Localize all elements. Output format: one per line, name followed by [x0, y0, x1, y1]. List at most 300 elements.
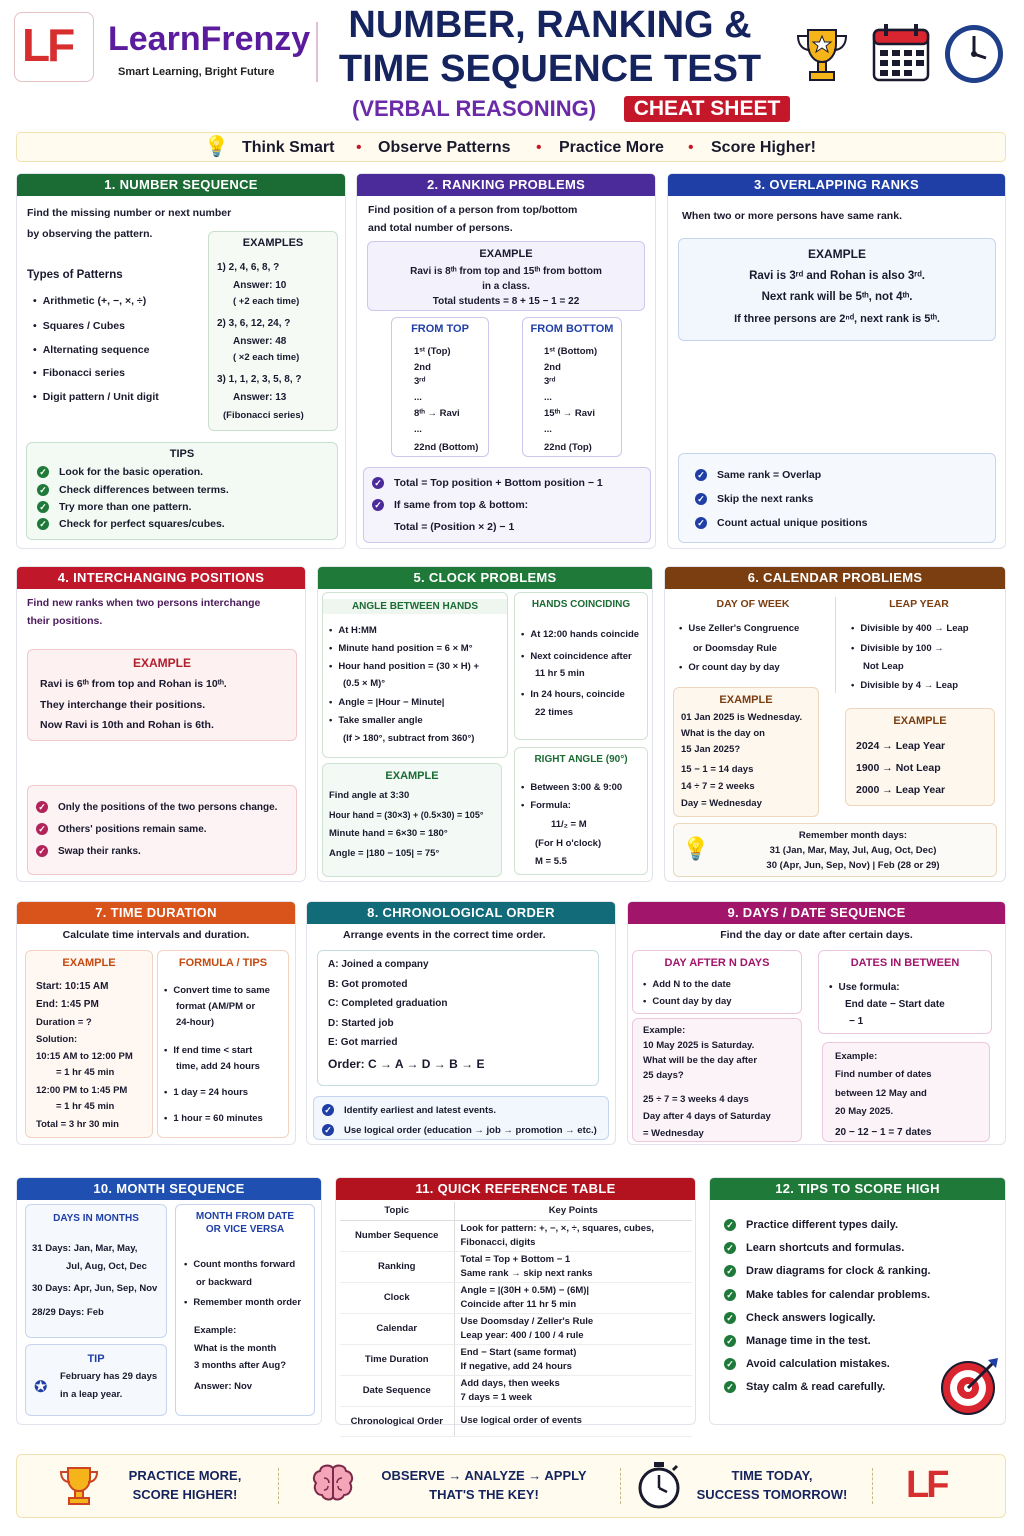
event-item: A: Joined a company — [328, 959, 429, 970]
list-item: • Angle = |Hour − Minute| — [329, 695, 444, 710]
list-item: or Doomsday Rule — [693, 643, 777, 654]
right-angle-box — [514, 747, 648, 875]
calendar-example-box — [673, 687, 819, 817]
month-from-date-box — [175, 1204, 315, 1416]
section-title: 9. DAYS / DATE SEQUENCE — [628, 902, 1005, 924]
intro-text: Calculate time intervals and duration. — [62, 929, 250, 941]
list-item: (For H o'clock) — [535, 838, 602, 849]
rank-item: 3ʳᵈ — [414, 376, 426, 387]
rank-item: ... — [544, 392, 552, 403]
event-item: C: Completed graduation — [328, 998, 448, 1009]
key-point: Fibonacci, digits — [460, 1236, 536, 1248]
tip-item — [724, 1380, 885, 1395]
tip-text: February has 29 days — [60, 1371, 158, 1382]
table-cell-points — [454, 1313, 692, 1344]
from-bottom-list — [522, 317, 622, 457]
example-line: What is the month — [194, 1343, 277, 1354]
check-icon: ✓ — [36, 801, 48, 813]
example-line: Ravi is 6ᵗʰ from top and Rohan is 10ᵗʰ. — [40, 678, 227, 690]
example-line: 10:15 AM to 12:00 PM — [36, 1051, 133, 1062]
key-point: Total = Top + Bottom − 1 — [460, 1253, 571, 1265]
box-title: DAY OF WEEK — [716, 598, 790, 610]
example-title: EXAMPLE — [479, 248, 533, 260]
check-icon: ✓ — [37, 501, 49, 513]
list-item: • Count months forward — [184, 1257, 295, 1272]
example-line: ( +2 each time) — [233, 296, 300, 307]
event-item: B: Got promoted — [328, 979, 408, 990]
section-title: 7. TIME DURATION — [17, 902, 295, 924]
example-line: 01 Jan 2025 is Wednesday. — [681, 712, 803, 723]
box-title: MONTH FROM DATE — [195, 1211, 295, 1222]
tips-box — [678, 453, 996, 543]
column-divider — [835, 597, 836, 693]
check-icon: ✓ — [37, 518, 49, 530]
clock-icon — [942, 22, 1006, 86]
list-item: • In 24 hours, coincide — [521, 687, 625, 702]
motto-dot: • — [688, 139, 694, 156]
intro-text: When two or more persons have same rank. — [682, 210, 902, 222]
example-line: 2000 → Leap Year — [856, 784, 946, 796]
intro-text: Find new ranks when two persons interchange — [27, 597, 261, 609]
example-line: 3 months after Aug? — [194, 1360, 287, 1371]
check-icon: ✓ — [695, 493, 707, 505]
list-item: 11 hr 5 min — [535, 668, 585, 679]
list-item: • Formula: — [521, 798, 571, 813]
example-line: Example: — [643, 1025, 686, 1036]
tip-text: Check differences between terms. — [59, 484, 229, 496]
footer-text-3a: TIME TODAY, — [731, 1468, 813, 1483]
section-calendar-problems — [664, 566, 1006, 882]
key-point: If negative, add 24 hours — [460, 1360, 572, 1372]
list-item: • Alternating sequence — [33, 343, 149, 358]
motto-4: Score Higher! — [711, 139, 816, 156]
tip-text: Try more than one pattern. — [59, 501, 192, 513]
tip-item — [37, 483, 229, 498]
examples-title: EXAMPLES — [242, 237, 304, 249]
box-title: ANGLE BETWEEN HANDS — [323, 599, 507, 614]
table-row — [340, 1313, 692, 1344]
rank-item: ... — [544, 424, 552, 435]
reference-table — [340, 1202, 692, 1437]
page-title-line1: NUMBER, RANKING & — [348, 4, 752, 46]
tip-item — [724, 1311, 875, 1326]
table-row — [340, 1375, 692, 1406]
list-item: • Count day by day — [643, 994, 732, 1009]
clock-example-box — [322, 763, 502, 877]
tip-text: Draw diagrams for clock & ranking. — [746, 1265, 931, 1278]
rank-item: 1ˢᵗ (Bottom) — [544, 346, 598, 357]
example-line: 14 ÷ 7 = 2 weeks — [681, 781, 755, 792]
brand-name: LearnFrenzy — [108, 20, 311, 58]
lightbulb-icon: 💡 — [682, 836, 710, 861]
list-item: • Digit pattern / Unit digit — [33, 390, 159, 405]
tip-text: Use logical order (education → job → promotion → etc.) — [344, 1125, 597, 1136]
intro-text: Find the missing number or next number — [27, 207, 232, 219]
section-title: 11. QUICK REFERENCE TABLE — [336, 1178, 695, 1200]
intro-text: their positions. — [27, 615, 103, 627]
section-title: 3. OVERLAPPING RANKS — [668, 174, 1005, 196]
day-after-box — [632, 950, 802, 1014]
example-line: 25 ÷ 7 = 3 weeks 4 days — [643, 1094, 749, 1105]
list-item: • Divisible by 4 → Leap — [851, 678, 958, 693]
list-item: • 1 day = 24 hours — [164, 1085, 248, 1100]
table-row — [340, 1220, 692, 1251]
footer-text-2a: OBSERVE → ANALYZE → APPLY — [381, 1468, 587, 1483]
tip-text: Stay calm & read carefully. — [746, 1381, 886, 1394]
list-item: • Add N to the date — [643, 977, 731, 992]
footer-divider — [278, 1468, 279, 1504]
table-row — [340, 1251, 692, 1282]
section-title: 10. MONTH SEQUENCE — [17, 1178, 321, 1200]
example-line: 20 May 2025. — [835, 1106, 894, 1117]
tip-text: in a leap year. — [60, 1389, 123, 1400]
example-box — [678, 238, 996, 341]
rank-item: ... — [414, 392, 422, 403]
footer-bar — [16, 1454, 1006, 1518]
check-icon: ✓ — [724, 1358, 736, 1370]
key-point: Use Doomsday / Zeller's Rule — [460, 1315, 594, 1327]
cheat-sheet-badge: CHEAT SHEET — [624, 96, 790, 122]
event-item: E: Got married — [328, 1037, 398, 1048]
order-result: Order: C → A → D → B → E — [328, 1057, 485, 1071]
tip-item — [724, 1241, 904, 1256]
tip-item — [724, 1264, 931, 1279]
example-line: Total = 3 hr 30 min — [36, 1119, 119, 1130]
tip-item — [36, 844, 141, 859]
star-badge-icon: ✪ — [34, 1379, 48, 1396]
section-title: 4. INTERCHANGING POSITIONS — [17, 567, 305, 589]
table-header-topic: Topic — [340, 1202, 454, 1220]
section-title: 2. RANKING PROBLEMS — [357, 174, 655, 196]
list-item: 22 times — [535, 707, 574, 718]
table-cell-topic: Chronological Order — [340, 1406, 454, 1436]
example-line: 3) 1, 1, 2, 3, 5, 8, ? — [217, 374, 302, 385]
table-cell-topic: Date Sequence — [340, 1375, 454, 1406]
list-item: • Use formula: — [829, 980, 900, 995]
motto-3: Practice More — [559, 139, 664, 156]
example-line: Hour hand = (30×3) + (0.5×30) = 105° — [329, 810, 484, 820]
check-icon: ✓ — [724, 1219, 736, 1231]
check-icon: ✓ — [322, 1124, 334, 1136]
motto-bar — [16, 132, 1006, 162]
tips-box — [26, 442, 338, 540]
table-row — [340, 1282, 692, 1313]
footer-text-1b: SCORE HIGHER! — [132, 1487, 238, 1502]
example-line: Duration = ? — [36, 1017, 92, 1028]
table-cell-points — [454, 1251, 692, 1282]
intro-text: Arrange events in the correct time order. — [343, 929, 546, 941]
check-icon: ✓ — [322, 1104, 334, 1116]
example-line: What will be the day after — [643, 1055, 758, 1066]
example-line: Day = Wednesday — [681, 798, 762, 809]
page-subtitle: (VERBAL REASONING) — [352, 96, 597, 121]
list-item: • Divisible by 400 → Leap — [851, 621, 969, 636]
list-item: • 1 hour = 60 minutes — [164, 1111, 263, 1126]
brand-logo: LF — [22, 19, 73, 71]
trophy-icon — [56, 1462, 102, 1508]
section-chronological-order — [306, 901, 616, 1145]
example-line: Ravi is 3ʳᵈ and Rohan is also 3ʳᵈ. — [749, 270, 925, 282]
footer-text-1a: PRACTICE MORE, — [128, 1468, 242, 1483]
formula-text: If same from top & bottom: — [394, 499, 529, 511]
example-line: Solution: — [36, 1034, 78, 1045]
rank-item: 22nd (Bottom) — [414, 442, 479, 453]
check-icon: ✓ — [37, 484, 49, 496]
table-cell-points — [454, 1344, 692, 1375]
tip-item — [322, 1123, 597, 1138]
footer-divider — [872, 1468, 873, 1504]
tip-item — [322, 1103, 496, 1118]
check-icon: ✓ — [695, 517, 707, 529]
intro-text: by observing the pattern. — [27, 228, 153, 240]
check-icon: ✓ — [724, 1289, 736, 1301]
table-cell-points — [454, 1375, 692, 1406]
rank-item: ... — [414, 424, 422, 435]
intro-text: Find the day or date after certain days. — [720, 929, 913, 941]
example-title: EXAMPLE — [62, 957, 116, 969]
tip-text: Check answers logically. — [746, 1311, 876, 1324]
box-title: FORMULA / TIPS — [178, 957, 268, 969]
key-point: Add days, then weeks — [460, 1377, 560, 1389]
check-icon: ✓ — [37, 466, 49, 478]
tip-text: Others' positions remain same. — [58, 824, 207, 835]
section-title: 8. CHRONOLOGICAL ORDER — [307, 902, 615, 924]
example-line: (Fibonacci series) — [223, 410, 304, 421]
example-line: 12:00 PM to 1:45 PM — [36, 1085, 128, 1096]
example-line: They interchange their positions. — [40, 699, 206, 711]
list-item: (0.5 × M)° — [343, 678, 386, 689]
key-point: Leap year: 400 / 100 / 4 rule — [460, 1329, 584, 1341]
note-line: 31 (Jan, Mar, May, Jul, Aug, Oct, Dec) — [769, 845, 937, 856]
list-item: time, add 24 hours — [176, 1061, 260, 1072]
motto-1: Think Smart — [242, 139, 335, 156]
motto-2: Observe Patterns — [378, 139, 511, 156]
footer-logo: LF — [906, 1464, 947, 1506]
list-item: • Fibonacci series — [33, 366, 125, 381]
example-line: Minute hand = 6×30 = 180° — [329, 828, 448, 839]
list-item: • Between 3:00 & 9:00 — [521, 780, 622, 795]
key-point: 7 days = 1 week — [460, 1391, 533, 1403]
table-cell-points — [454, 1220, 692, 1251]
event-item: D: Started job — [328, 1018, 394, 1029]
tip-text: Count actual unique positions — [717, 517, 868, 529]
formula-text: Total = Top position + Bottom position − 1 — [394, 477, 603, 489]
example-line: Find angle at 3:30 — [329, 790, 410, 801]
rank-item: 3ʳᵈ — [544, 376, 556, 387]
formula-box — [363, 467, 651, 543]
tip-item — [37, 465, 203, 480]
table-cell-topic: Time Duration — [340, 1344, 454, 1375]
key-point: Angle = |(30H + 0.5M) − (6M)| — [460, 1284, 590, 1296]
list-item: • Divisible by 100 → — [851, 641, 944, 656]
list-item: 31 Days: Jan, Mar, May, — [32, 1243, 138, 1254]
example-box — [27, 649, 297, 741]
example-line: Day after 4 days of Saturday — [643, 1111, 771, 1122]
divider — [316, 22, 318, 82]
example-line: = 1 hr 45 min — [56, 1067, 115, 1078]
target-icon — [938, 1356, 1000, 1418]
tip-item — [36, 800, 277, 815]
box-title: DAYS IN MONTHS — [53, 1213, 139, 1224]
list-item: • Convert time to same — [164, 983, 270, 998]
month-days-note — [673, 823, 997, 877]
list-item: 30 Days: Apr, Jun, Sep, Nov — [32, 1283, 158, 1294]
list-item: • At H:MM — [329, 623, 377, 638]
note-line: Remember month days: — [798, 830, 908, 841]
intro-text: Find position of a person from top/bottom — [368, 204, 578, 216]
tip-text: Same rank = Overlap — [717, 469, 822, 481]
section-title: 5. CLOCK PROBLEMS — [318, 567, 652, 589]
box-title: OR VICE VERSA — [205, 1224, 285, 1235]
example-line: Start: 10:15 AM — [36, 981, 109, 992]
example-title: EXAMPLE — [385, 770, 439, 782]
example-line: 1900 → Not Leap — [856, 762, 941, 774]
example-title: EXAMPLE — [719, 694, 773, 706]
rank-item: 2nd — [414, 362, 431, 373]
tip-text: Avoid calculation mistakes. — [746, 1358, 890, 1371]
table-cell-topic: Number Sequence — [340, 1220, 454, 1251]
coinciding-box — [514, 592, 648, 740]
formula-line — [372, 498, 528, 513]
days-in-months-box — [25, 1204, 167, 1338]
check-icon: ✓ — [724, 1335, 736, 1347]
check-icon: ✓ — [724, 1312, 736, 1324]
brain-icon — [308, 1460, 358, 1510]
list-item: M = 5.5 — [535, 856, 567, 867]
check-icon: ✓ — [724, 1265, 736, 1277]
section-clock-problems — [317, 566, 653, 882]
list-item: • Arithmetic (+, −, ×, ÷) — [33, 294, 146, 309]
bulb-icon: 💡 — [204, 136, 229, 158]
tip-text: Learn shortcuts and formulas. — [746, 1242, 905, 1255]
tip-text: Identify earliest and latest events. — [344, 1105, 497, 1116]
box-title: DAY AFTER N DAYS — [664, 957, 770, 969]
section-month-sequence — [16, 1177, 322, 1425]
check-icon: ✓ — [36, 845, 48, 857]
example-line: Answer: Nov — [194, 1381, 253, 1392]
motto-dot: • — [536, 139, 542, 156]
calendar-icon — [870, 22, 932, 84]
box-title: LEAP YEAR — [889, 598, 949, 610]
example-line: Ravi is 8ᵗʰ from top and 15ᵗʰ from bottom — [410, 266, 602, 277]
tip-item — [37, 500, 191, 515]
example-line: If three persons are 2ⁿᵈ, next rank is 5ᵗʰ. — [734, 313, 940, 325]
tip-item — [37, 517, 225, 532]
tip-text: Check for perfect squares/cubes. — [59, 518, 225, 530]
list-item: • Hour hand position = (30 × H) + — [329, 659, 479, 674]
list-item: • Or count day by day — [679, 660, 780, 675]
example-title: EXAMPLE — [893, 715, 947, 727]
table-cell-topic: Calendar — [340, 1313, 454, 1344]
list-item: • Next coincidence after — [521, 649, 632, 664]
dates-between-box — [818, 950, 992, 1034]
footer-divider — [620, 1468, 621, 1504]
section-number-sequence — [16, 173, 346, 549]
check-icon: ✓ — [36, 823, 48, 835]
rank-item: 22nd (Top) — [544, 442, 592, 453]
example-title: EXAMPLE — [132, 656, 191, 670]
example-line: = 1 hr 45 min — [56, 1101, 115, 1112]
box-title: RIGHT ANGLE (90°) — [534, 754, 628, 765]
section-title: 6. CALENDAR PROBLIEMS — [665, 567, 1005, 589]
duration-formula-box — [157, 950, 289, 1138]
table-cell-topic: Ranking — [340, 1251, 454, 1282]
list-item: − 1 — [849, 1016, 864, 1027]
table-row — [340, 1406, 692, 1436]
example-line: Next rank will be 5ᵗʰ, not 4ᵗʰ. — [761, 291, 913, 303]
example-line: 10 May 2025 is Saturday. — [643, 1040, 755, 1051]
tip-text: Skip the next ranks — [717, 493, 814, 505]
example-line: Answer: 13 — [233, 392, 287, 403]
example-line: End: 1:45 PM — [36, 999, 99, 1010]
examples-box — [208, 231, 338, 431]
example-line: 20 − 12 − 1 = 7 dates — [835, 1127, 932, 1138]
section-time-duration — [16, 901, 296, 1145]
list-item: • If end time < start — [164, 1043, 252, 1058]
key-point: End − Start (same format) — [460, 1346, 577, 1358]
table-cell-topic: Clock — [340, 1282, 454, 1313]
tip-item — [695, 468, 821, 483]
section-title: 12. TIPS TO SCORE HIGH — [710, 1178, 1005, 1200]
table-cell-points — [454, 1406, 692, 1436]
table-header-points: Key Points — [454, 1202, 692, 1220]
list-title: FROM BOTTOM — [530, 323, 614, 335]
list-item: • Remember month order — [184, 1295, 301, 1310]
brand-tagline: Smart Learning, Bright Future — [118, 66, 275, 78]
example-line: Find number of dates — [835, 1069, 932, 1080]
intro-text: and total number of persons. — [368, 222, 513, 234]
events-box — [317, 950, 599, 1086]
table-header-row — [340, 1202, 692, 1220]
table-cell-points — [454, 1282, 692, 1313]
formula-line — [372, 476, 603, 491]
tip-text: Manage time in the test. — [746, 1335, 871, 1347]
example-line: = Wednesday — [643, 1128, 704, 1139]
example-line: Example: — [194, 1325, 237, 1336]
note-line: 30 (Apr, Jun, Sep, Nov) | Feb (28 or 29) — [766, 860, 940, 871]
example-line: 15 − 1 = 14 days — [681, 764, 754, 775]
list-item: End date − Start date — [845, 999, 945, 1010]
example-line: Now Ravi is 10th and Rohan is 6th. — [40, 719, 214, 731]
tip-text: Swap their ranks. — [58, 846, 141, 857]
from-top-list — [391, 317, 489, 457]
example-line: 2024 → Leap Year — [856, 740, 946, 752]
list-item: • Squares / Cubes — [33, 319, 125, 334]
angle-box — [322, 592, 508, 758]
example-line: Example: — [835, 1051, 878, 1062]
rank-item: 8ᵗʰ → Ravi — [414, 408, 460, 419]
list-title: FROM TOP — [411, 323, 469, 335]
example-line: Angle = |180 − 105| = 75° — [329, 848, 440, 859]
section-days-date-sequence — [627, 901, 1006, 1145]
example-line: Total students = 8 + 15 − 1 = 22 — [432, 296, 580, 307]
key-point: Look for pattern: +, −, ×, ÷, squares, cubes, — [460, 1222, 654, 1234]
example-line: 2) 3, 6, 12, 24, ? — [217, 318, 291, 329]
example-box — [367, 241, 645, 311]
example-line: ( ×2 each time) — [233, 352, 300, 363]
list-item: • Take smaller angle — [329, 713, 423, 728]
list-item: 28/29 Days: Feb — [32, 1307, 104, 1318]
list-item: Not Leap — [863, 661, 904, 672]
tip-item — [724, 1288, 930, 1303]
list-item: (If > 180°, subtract from 360°) — [343, 733, 475, 744]
check-icon: ✓ — [724, 1242, 736, 1254]
day-after-example — [632, 1018, 802, 1142]
types-title: Types of Patterns — [27, 269, 123, 281]
rank-item: 15ᵗʰ → Ravi — [544, 408, 595, 419]
tip-item — [724, 1334, 871, 1349]
example-line: Answer: 10 — [233, 280, 287, 291]
